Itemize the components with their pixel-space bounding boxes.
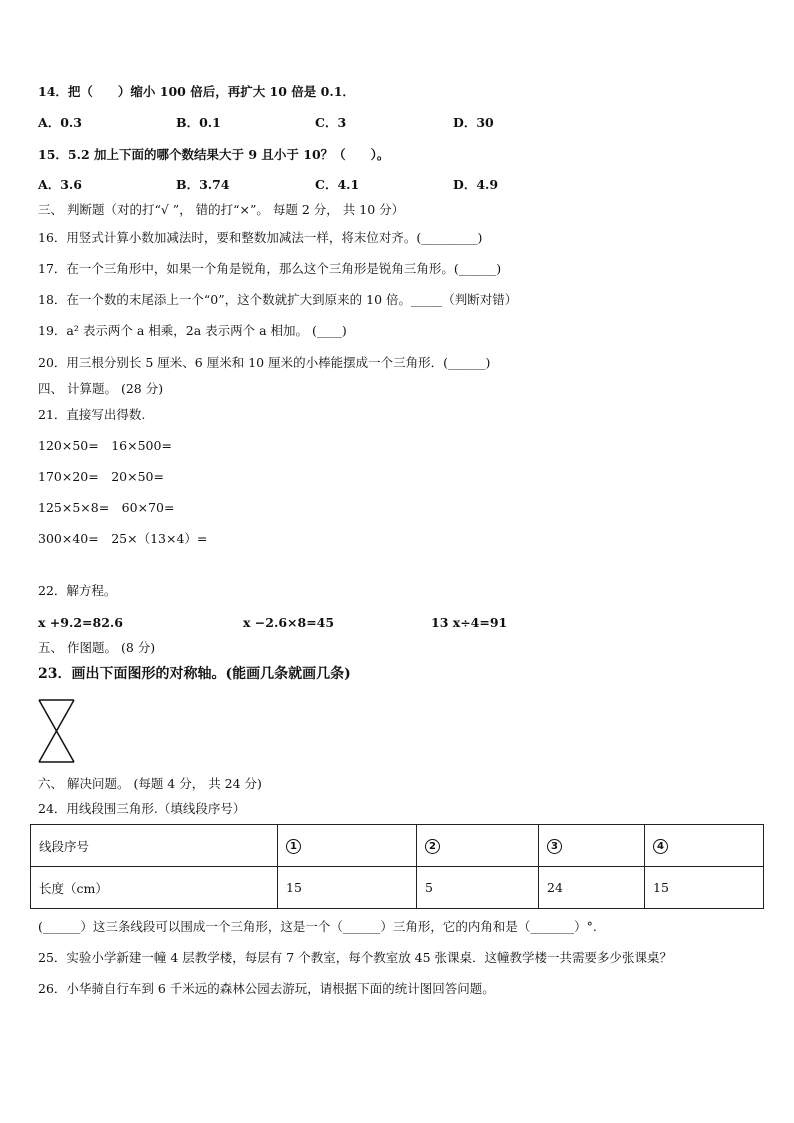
question-19-text: 19．a² 表示两个 a 相乘，2a 表示两个 a 相加。 (____) xyxy=(38,323,347,338)
table-row xyxy=(31,867,764,909)
q14-option-c: C．3 xyxy=(315,115,347,130)
segment-id-2: 2 xyxy=(417,825,539,867)
table-header-label: 线段序号 xyxy=(31,825,278,867)
q21-row-4: 300×40= 25×（13×4）= xyxy=(38,531,208,546)
question-15-text: 15．5.2 加上下面的哪个数结果大于 9 且小于 10？（ ）。 xyxy=(38,147,390,162)
q14-option-a: A．0.3 xyxy=(38,115,82,130)
q15-option-a: A．3.6 xyxy=(38,177,82,192)
q14-option-b: B．0.1 xyxy=(176,115,221,130)
table-length-label: 长度（cm） xyxy=(31,867,278,909)
question-25-text: 25．实验小学新建一幢 4 层教学楼，每层有 7 个教室，每个教室放 45 张课桌．这幢教学楼一共需要多少张课桌？ xyxy=(38,950,673,965)
section-6-heading: 六、 解决问题。 (每题 4 分， 共 24 分) xyxy=(38,776,262,791)
segment-length-4: 15 xyxy=(645,867,764,909)
question-16-text: 16．用竖式计算小数加减法时，要和整数加减法一样，将末位对齐。(_________) xyxy=(38,230,483,245)
segment-length-1: 15 xyxy=(278,867,417,909)
question-24-text: 24．用线段围三角形.（填线段序号） xyxy=(38,801,246,816)
section-4-heading: 四、 计算题。 (28 分) xyxy=(38,381,164,396)
q22-equation-2: x −2.6×8=45 xyxy=(243,615,335,630)
question-14-text: 14．把（ ）缩小 100 倍后，再扩大 10 倍是 0.1． xyxy=(38,84,355,99)
question-26-text: 26．小华骑自行车到 6 千米远的森林公园去游玩，请根据下面的统计图回答问题。 xyxy=(38,981,495,996)
segment-length-3: 24 xyxy=(539,867,645,909)
q22-equation-3: 13 x÷4=91 xyxy=(431,615,508,630)
question-17-text: 17．在一个三角形中，如果一个角是锐角，那么这个三角形是锐角三角形。(______) xyxy=(38,261,502,276)
q15-option-c: C．4.1 xyxy=(315,177,360,192)
segment-length-2: 5 xyxy=(417,867,539,909)
q21-row-3: 125×5×8= 60×70= xyxy=(38,500,175,515)
segment-id-1: 1 xyxy=(278,825,417,867)
hourglass-figure xyxy=(38,699,76,763)
question-21-text: 21．直接写出得数. xyxy=(38,407,146,422)
table-row xyxy=(31,825,764,867)
q22-equation-1: x +9.2=82.6 xyxy=(38,615,123,630)
segment-id-3: 3 xyxy=(539,825,645,867)
question-23-text: 23．画出下面图形的对称轴。(能画几条就画几条) xyxy=(38,666,351,682)
question-22-text: 22．解方程。 xyxy=(38,583,117,598)
q21-row-2: 170×20= 20×50= xyxy=(38,469,164,484)
q14-option-d: D．30 xyxy=(453,115,494,130)
question-18-text: 18．在一个数的末尾添上一个“0”，这个数就扩大到原来的 10 倍。_____（判断对错） xyxy=(38,292,518,307)
question-20-text: 20．用三根分别长 5 厘米、6 厘米和 10 厘米的小棒能摆成一个三角形．(______) xyxy=(38,355,491,370)
q24-answer-line: (______）这三条线段可以围成一个三角形，这是一个（______）三角形，它的内角和是（_______）°. xyxy=(38,919,597,934)
q21-row-1: 120×50= 16×500= xyxy=(38,438,172,453)
q15-option-d: D．4.9 xyxy=(453,177,499,192)
q15-option-b: B．3.74 xyxy=(176,177,230,192)
section-5-heading: 五、 作图题。 (8 分) xyxy=(38,640,156,655)
segment-table xyxy=(30,824,764,909)
segment-id-4: 4 xyxy=(645,825,764,867)
section-3-heading: 三、 判断题（对的打“√ ”， 错的打“×”。 每题 2 分， 共 10 分） xyxy=(38,202,405,217)
